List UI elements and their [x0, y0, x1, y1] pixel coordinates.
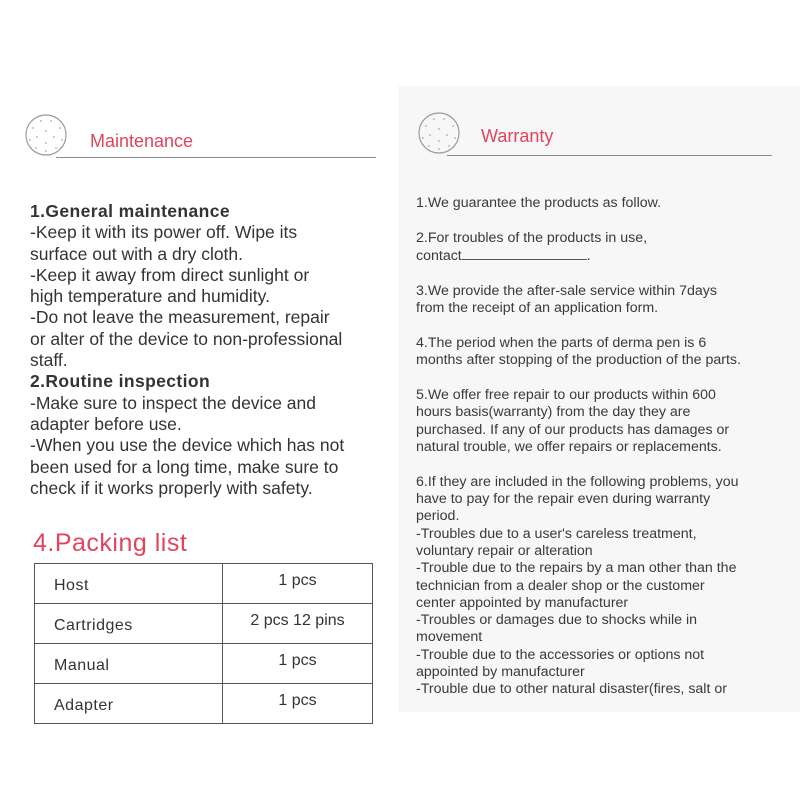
general-line: or alter of the device to non-professional	[30, 328, 343, 349]
packing-list-title: 4.Packing list	[33, 529, 188, 557]
general-line: staff.	[30, 350, 68, 371]
routine-line: -Make sure to inspect the device and	[30, 392, 316, 413]
item-name: Cartridges	[35, 604, 223, 644]
general-line: -Keep it with its power off. Wipe its	[30, 222, 298, 243]
warranty-header	[417, 113, 777, 161]
item-quantity: 1 pcs	[223, 684, 373, 724]
packing-list-table	[34, 563, 373, 724]
item-quantity: 1 pcs	[223, 644, 373, 684]
general-maintenance-heading: 1.General maintenance	[30, 201, 231, 221]
header-rule	[447, 155, 772, 156]
item-name: Host	[35, 564, 223, 604]
warranty-item-2: 2.For troubles of the products in use, contact .	[416, 229, 648, 265]
maintenance-body	[30, 201, 375, 499]
table-row	[35, 684, 373, 724]
routine-line: adapter before use.	[30, 413, 182, 434]
warranty-body	[416, 195, 788, 716]
contact-label: contact	[416, 248, 462, 265]
table-row	[35, 644, 373, 684]
item-quantity: 2 pcs 12 pins	[223, 604, 373, 644]
routine-line: -When you use the device which has not	[30, 435, 345, 456]
general-line: -Do not leave the measurement, repair	[30, 307, 330, 328]
table-row	[35, 604, 373, 644]
routine-line: check if it works properly with safety.	[30, 477, 313, 498]
warranty-item-4: 4.The period when the parts of derma pen is 6 months after stopping of the production of the parts.	[416, 334, 741, 369]
header-rule	[56, 157, 376, 158]
dotted-circle-icon	[417, 111, 461, 155]
general-line: surface out with a dry cloth.	[30, 243, 244, 264]
warranty-item-3: 3.We provide the after-sale service within 7days from the receipt of an application form.	[416, 282, 717, 317]
item-name: Manual	[35, 644, 223, 684]
table-row	[35, 564, 373, 604]
routine-line: been used for a long time, make sure to	[30, 456, 339, 477]
warranty-title: Warranty	[481, 126, 554, 146]
contact-blank	[462, 247, 587, 260]
general-line: high temperature and humidity.	[30, 286, 270, 307]
warranty-item-6: 6.If they are included in the following problems, you have to pay for the repair even during warranty period. -Troubles due to a user's careless treatment, voluntary repair or alteration -Trouble due to the repairs by a man other than the technician from a dealer shop or the customer center appointed by manufacturer -Troubles or damages due to shocks while in movement -Trouble due to the accessories or options not appointed by manufacturer -Trouble due to other natural disaster(fires, salt or	[416, 473, 739, 698]
item-name: Adapter	[35, 684, 223, 724]
maintenance-title: Maintenance	[90, 131, 194, 151]
item-quantity: 1 pcs	[223, 564, 373, 604]
dotted-circle-icon	[24, 113, 68, 157]
warranty-item-1: 1.We guarantee the products as follow.	[416, 195, 662, 211]
warranty-item-5: 5.We offer free repair to our products within 600 hours basis(warranty) from the day they are purchased. If any of our products has damages or natural trouble, we offer repairs or replacements.	[416, 387, 730, 455]
general-line: -Keep it away from direct sunlight or	[30, 264, 310, 285]
routine-inspection-heading: 2.Routine inspection	[30, 371, 211, 392]
maintenance-header	[24, 113, 384, 161]
